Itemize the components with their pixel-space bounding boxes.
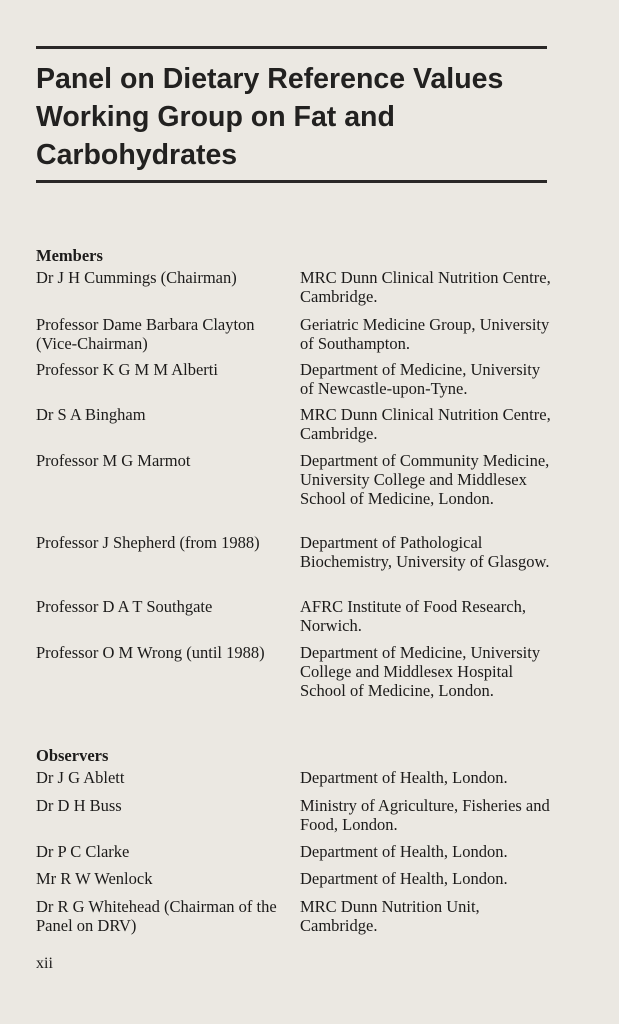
bottom-rule xyxy=(36,180,547,183)
members-heading: Members xyxy=(36,246,103,265)
observer-affiliation: Department of Health, London. xyxy=(300,768,508,787)
page-number: xii xyxy=(36,955,53,972)
observer-affiliation: Department of Health, London. xyxy=(300,842,508,861)
observer-name: Dr P C Clarke xyxy=(36,842,130,861)
title-line: Carbohydrates xyxy=(36,139,238,171)
member-name: Professor J Shepherd (from 1988) xyxy=(36,533,260,552)
member-affiliation: Geriatric Medicine Group, University of Southampton. xyxy=(300,315,550,353)
page-title xyxy=(36,60,556,174)
member-name: Professor K G M M Alberti xyxy=(36,360,218,379)
member-name: Professor O M Wrong (until 1988) xyxy=(36,643,265,662)
observer-affiliation: Department of Health, London. xyxy=(300,869,508,888)
observer-name: Mr R W Wenlock xyxy=(36,869,153,888)
title-line: Panel on Dietary Reference Values xyxy=(36,63,504,95)
member-name: Professor Dame Barbara Clayton (Vice-Chairman) xyxy=(36,315,255,353)
observer-name: Dr D H Buss xyxy=(36,796,122,815)
member-affiliation: Department of Community Medicine, University College and Middlesex School of Medicine, London. xyxy=(300,451,550,508)
member-affiliation: Department of Pathological Biochemistry, University of Glasgow. xyxy=(300,533,550,571)
observer-affiliation: Ministry of Agriculture, Fisheries and Food, London. xyxy=(300,796,550,834)
top-rule xyxy=(36,46,547,49)
observers-heading: Observers xyxy=(36,746,109,765)
title-line: Working Group on Fat and xyxy=(36,101,395,133)
observer-name: Dr J G Ablett xyxy=(36,768,125,787)
member-name: Professor M G Marmot xyxy=(36,451,191,470)
member-name: Dr S A Bingham xyxy=(36,405,146,424)
member-name: Professor D A T Southgate xyxy=(36,597,213,616)
observer-affiliation: MRC Dunn Nutrition Unit, Cambridge. xyxy=(300,897,480,935)
member-affiliation: Department of Medicine, University College and Middlesex Hospital School of Medicine, London. xyxy=(300,643,541,700)
member-affiliation: AFRC Institute of Food Research, Norwich. xyxy=(300,597,526,635)
member-name: Dr J H Cummings (Chairman) xyxy=(36,268,237,287)
observer-name: Dr R G Whitehead (Chairman of the Panel on DRV) xyxy=(36,897,277,935)
member-affiliation: MRC Dunn Clinical Nutrition Centre, Cambridge. xyxy=(300,405,551,443)
member-affiliation: MRC Dunn Clinical Nutrition Centre, Cambridge. xyxy=(300,268,551,306)
member-affiliation: Department of Medicine, University of Newcastle-upon-Tyne. xyxy=(300,360,541,398)
